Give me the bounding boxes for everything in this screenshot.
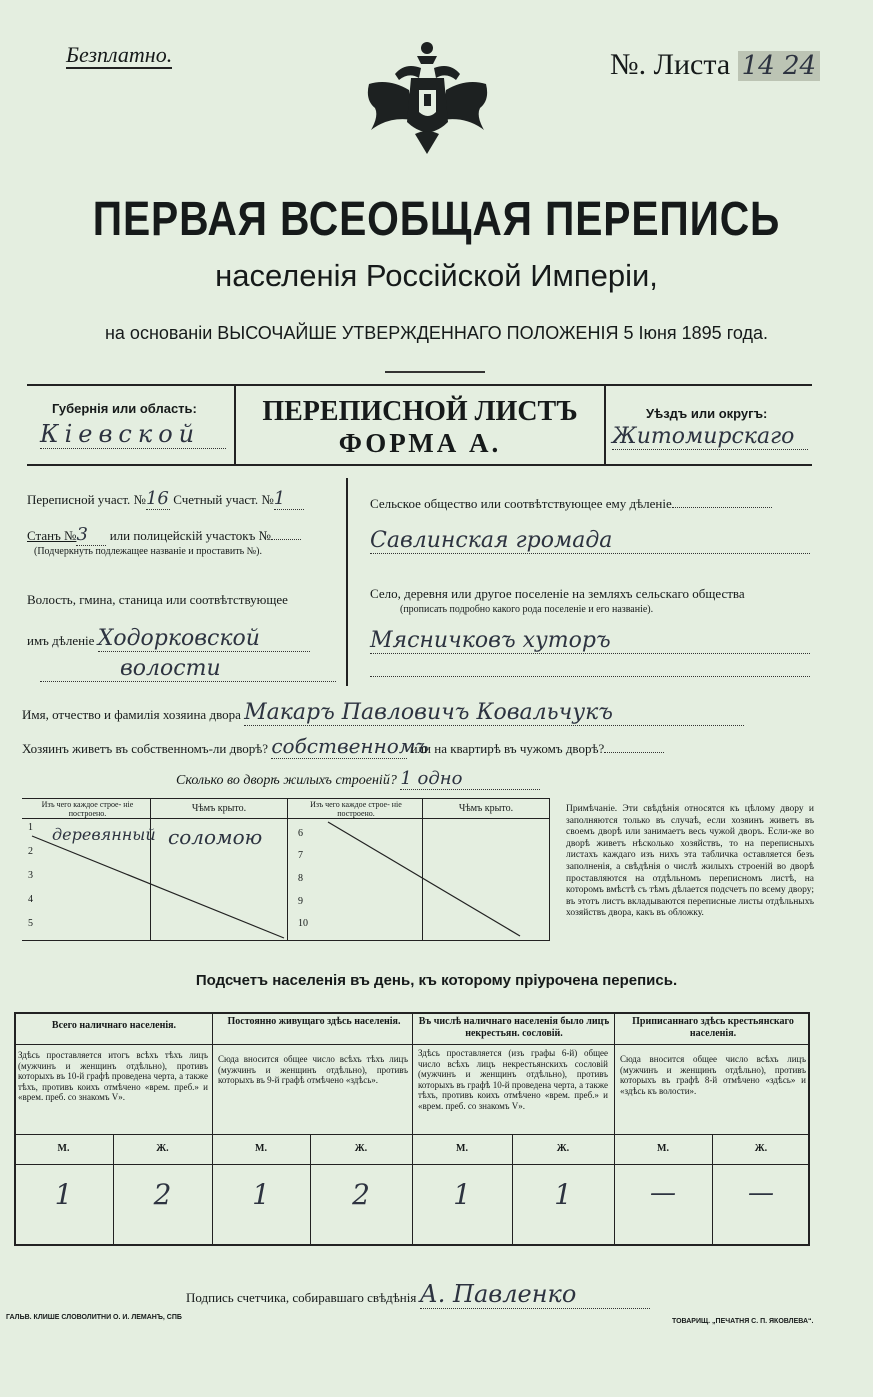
pop-f-label-3: Ж. xyxy=(556,1143,570,1154)
pop-m-label-1: М. xyxy=(57,1143,70,1154)
uezd-label: Уѣздъ или округъ: xyxy=(646,406,768,421)
row-num-8: 8 xyxy=(298,873,303,884)
pop-group-4-desc: Сюда вносится общее число всѣхъ лицъ (мужчинъ и женщинъ отдѣльно), противъ которыхъ въ графѣ 8-й отмѣчено «здѣсь» и «здѣсь къ волости». xyxy=(620,1054,806,1096)
row-num-6: 6 xyxy=(298,828,303,839)
right-table-cancel-stroke xyxy=(288,818,550,941)
row-num-10: 10 xyxy=(298,918,308,929)
pop-m-label-4: М. xyxy=(657,1143,669,1154)
village-note: (прописать подробно какого рода поселеніе и его названіе). xyxy=(400,604,654,615)
section-divider xyxy=(346,478,348,686)
sheet-title: ПЕРЕПИСНОЙ ЛИСТЪ xyxy=(262,396,578,427)
owner-name-line: Имя, отчество и фамилія хозяина двора Макаръ Павловичъ Ковальчукъ xyxy=(22,700,744,726)
volost-line: имъ дѣленіе Ходорковской xyxy=(27,626,310,652)
pop-group-1-title: Всего наличнаго населенія. xyxy=(51,1020,177,1031)
pop-group-3-title: Въ числѣ наличнаго населенія было лицъ некрестьян. сословій. xyxy=(418,1016,610,1039)
pop-value-3-f: 1 xyxy=(554,1178,572,1211)
note-text: Примѣчаніе. Эти свѣдѣнія относятся къ цѣлому двору и заполняются только въ случаѣ, если хозяинъ живетъ въ своемъ дворѣ или занимаетъ весь чужой дворъ. Если-же во дворѣ живетъ нѣсколько хозяйствъ, то на переписныхъ листахъ каждаго изъ нихъ эта табличка оставляется безъ заполненія, а свѣдѣнія о числѣ жилыхъ строеній во дворѣ проставляются на отдѣльномъ переписномъ листѣ, на которомъ вмѣстѣ съ тѣмъ дѣлается подсчетъ по всему двору; въ этотъ листъ вкладываются переписные листы отдѣльныхъ хозяйствъ двора, какъ въ обложку. xyxy=(566,804,814,919)
pop-group-2-title: Постоянно живущаго здѣсь населенія. xyxy=(227,1016,401,1027)
buildings-line: Сколько во дворѣ жилыхъ строеній? 1 одно xyxy=(176,768,540,790)
row-num-1: 1 xyxy=(28,822,33,833)
row-num-7: 7 xyxy=(298,850,303,861)
footer-printer-right: ТОВАРИЩ. „ПЕЧАТНЯ С. П. ЯКОВЛЕВА“. xyxy=(672,1318,814,1325)
page-subtitle: населенія Россійской Имперіи, xyxy=(215,258,658,293)
pop-m-label-3: М. xyxy=(456,1143,468,1154)
pop-group-1-desc: Здѣсь проставляется итогъ всѣхъ тѣхъ лицъ (мужчинъ и женщинъ отдѣльно), противъ которыхъ въ 10-й графѣ проведена черта, а также тѣхъ, противъ коихъ отмѣчено «врем. преб.» и «врем. преб. со знакомъ V». xyxy=(18,1050,208,1103)
pop-value-4-f: — xyxy=(748,1178,774,1208)
gub-value: Кіевской xyxy=(40,420,226,449)
row-num-5: 5 xyxy=(28,918,33,929)
pop-mf-rule xyxy=(14,1164,810,1165)
pop-f-label-4: Ж. xyxy=(754,1143,768,1154)
uezd-value: Житомирскаго xyxy=(612,424,808,450)
underline-note: (Подчеркнуть подлежащее названіе и проставить №). xyxy=(34,546,262,557)
pop-value-4-m: — xyxy=(650,1178,676,1208)
pop-f-label-2: Ж. xyxy=(354,1143,368,1154)
pop-value-1-m: 1 xyxy=(54,1178,73,1211)
pop-group-2-desc: Сюда вносится общее число всѣхъ тѣхъ лицъ (мужчинъ и женщинъ отдѣльно), противъ которыхъ въ 9-й графѣ отмѣчено «здѣсь». xyxy=(218,1054,408,1086)
pop-f-label-1: Ж. xyxy=(156,1143,169,1154)
row-num-4: 4 xyxy=(28,894,33,905)
owner-lives-line: Хозяинъ живетъ въ собственномъ-ли дворѣ? собственномъ или на квартирѣ въ чужомъ дворѣ? xyxy=(22,734,664,759)
pop-value-2-m: 1 xyxy=(252,1178,270,1211)
left-table-cancel-stroke xyxy=(22,818,288,941)
buildings-col2-header-right: Чѣмъ крыто. xyxy=(458,803,514,814)
ornament-divider xyxy=(385,371,485,373)
village-blank-line xyxy=(370,676,810,677)
row-num-9: 9 xyxy=(298,896,303,907)
uchast-line: Переписной участ. №16 Счетный участ. №1 xyxy=(27,488,304,510)
pop-desc-rule xyxy=(14,1134,810,1135)
society-value: Савлинская громада xyxy=(370,528,810,554)
stan-line: Станъ №3 или полицейскій участокъ № xyxy=(27,524,301,546)
gub-label: Губернія или область: xyxy=(52,401,197,416)
village-label: Село, деревня или другое поселеніе на земляхъ сельскаго общества xyxy=(370,586,745,601)
footer-printer-left: ГАЛЬВ. КЛИШЕ СЛОВОЛИТНИ О. И. ЛЕМАНЪ, СПБ xyxy=(6,1314,182,1321)
pop-value-3-m: 1 xyxy=(453,1178,471,1211)
page-title: ПЕРВАЯ ВСЕОБЩАЯ ПЕРЕПИСЬ xyxy=(92,193,781,246)
buildings-col2-header: Чѣмъ крыто. xyxy=(191,803,247,814)
village-value: Мясничковъ хуторъ xyxy=(370,628,810,654)
form-name: ФОРМА А. xyxy=(338,428,502,458)
pop-value-1-f: 2 xyxy=(153,1178,172,1211)
pop-title-rule xyxy=(14,1044,810,1045)
volost-label: Волость, гмина, станица или соотвѣтствующее xyxy=(27,592,288,607)
population-heading: Подсчетъ населенія въ день, къ которому пріурочена перепись. xyxy=(195,972,678,989)
pop-group-4-title: Приписаннаго здѣсь крестьянскаго населенія. xyxy=(632,1016,794,1039)
pop-value-2-f: 2 xyxy=(352,1178,370,1211)
buildings-col1-header-right: Изъ чего каждое строе- ніе построено. xyxy=(310,800,402,818)
pop-group-3-desc: Здѣсь проставляется (изъ графы 6-й) общее число всѣхъ лицъ некрестьянскихъ сословій (мужчинъ и женщинъ отдѣльно), противъ которыхъ въ графѣ 10-й проведена черта, а также тѣхъ, противъ коихъ отмѣчено «врем. преб.» и «врем. преб. со знакомъ V». xyxy=(418,1048,608,1111)
society-line: Сельское общество или соотвѣтствующее ему дѣленіе xyxy=(370,496,772,512)
imperial-eagle-emblem xyxy=(365,38,490,158)
volost-value-2: волости xyxy=(40,656,336,682)
free-label: Безплатно. xyxy=(66,42,173,67)
sheet-number: №. Листа 14 24 xyxy=(610,48,820,82)
buildings-col1-header: Изъ чего каждое строе- ніе построено. xyxy=(41,800,134,818)
pop-col-div-3 xyxy=(614,1012,615,1246)
basis-line: на основаніи ВЫСОЧАЙШЕ УТВЕРЖДЕННАГО ПОЛОЖЕНІЯ 5 Іюня 1895 года. xyxy=(104,323,768,343)
row-num-3: 3 xyxy=(28,870,33,881)
signature-line: Подпись счетчика, собиравшаго свѣдѣнія А. Павленко xyxy=(186,1280,650,1309)
row1-roof: соломою xyxy=(168,825,263,849)
row1-material: деревянный xyxy=(52,825,156,844)
pop-m-label-2: М. xyxy=(255,1143,267,1154)
row-num-2: 2 xyxy=(28,846,33,857)
